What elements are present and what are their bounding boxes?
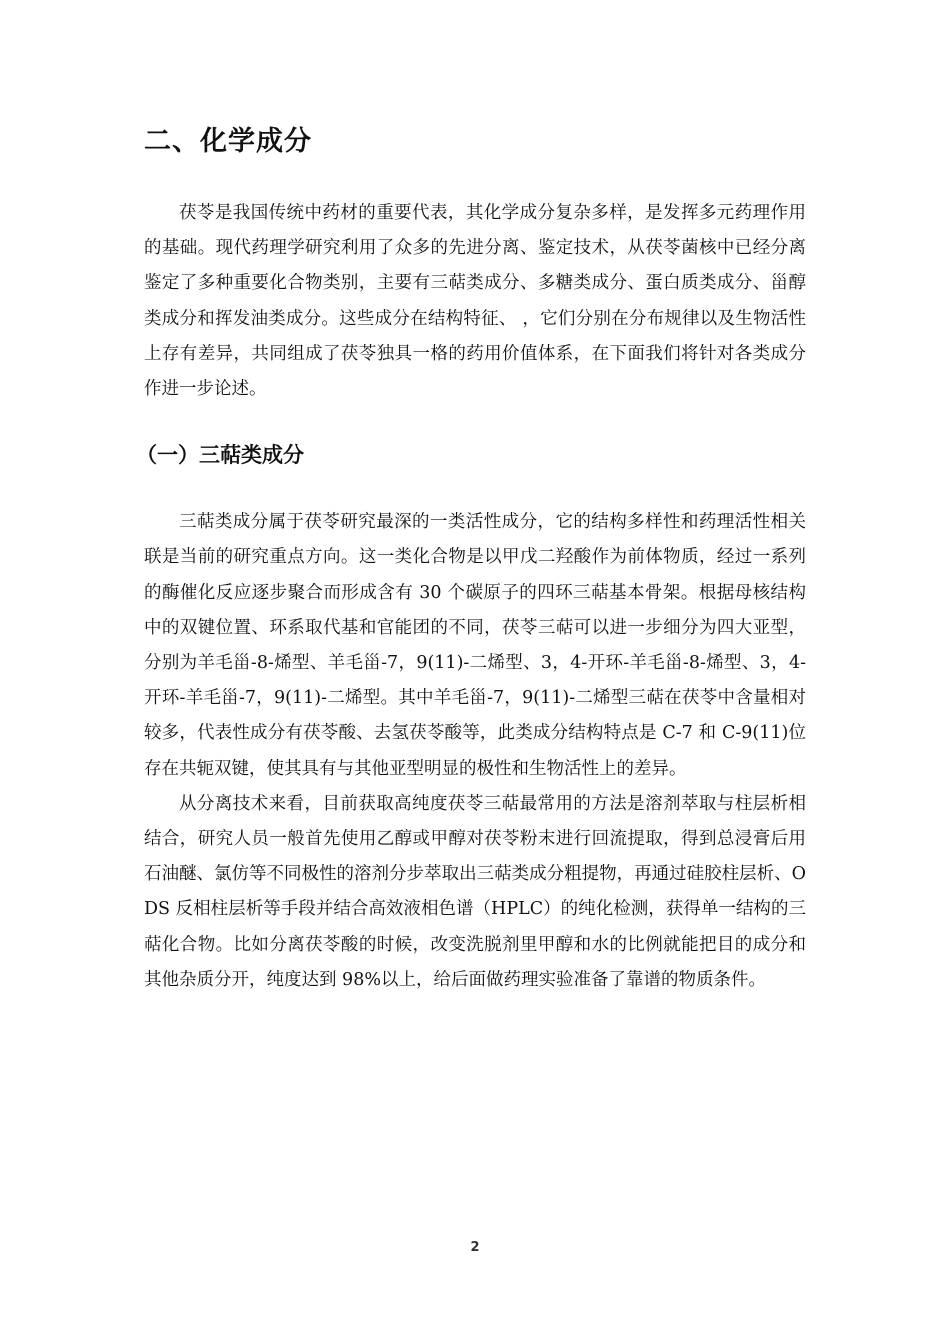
body-paragraph-2: 从分离技术来看，目前获取高纯度茯苓三萜最常用的方法是溶剂萃取与柱层析相结合，研究人员一般首先使用乙醇或甲醇对茯苓粉末进行回流提取，得到总浸膏后用石油醚、氯仿等不同极性的溶剂分步萃取出三萜类成分粗提物，再通过硅胶柱层析、ODS 反相柱层析等手段并结合高效液相色谱（HPLC）的纯化检测，获得单一结构的三萜化合物。比如分离茯苓酸的时候，改变洗脱剂里甲醇和水的比例就能把目的成分和其他杂质分开，纯度达到 98%以上，给后面做药理实验准备了靠谱的物质条件。 (144, 793, 806, 990)
page-content (136, 118, 806, 998)
subsection-title: （一）三萜类成分 (136, 443, 304, 468)
section-title: 二、化学成分 (144, 126, 312, 157)
page-number: 2 (470, 1240, 480, 1255)
intro-paragraph: 茯苓是我国传统中药材的重要代表，其化学成分复杂多样，是发挥多元药理作用的基础。现代药理学研究利用了众多的先进分离、鉴定技术，从茯苓菌核中已经分离鉴定了多种重要化合物类别，主要有三萜类成分、多糖类成分、蛋白质类成分、甾醇类成分和挥发油类成分。这些成分在结构特征、 ，它们分别在分布规律以及生物活性上存有差异，共同组成了茯苓独具一格的药用价值体系，在下面我们将针对各类成分作进一步论述。 (144, 203, 806, 400)
body-paragraph-1: 三萜类成分属于茯苓研究最深的一类活性成分，它的结构多样性和药理活性相关联是当前的研究重点方向。这一类化合物是以甲戊二羟酸作为前体物质，经过一系列的酶催化反应逐步聚合而形成含有 30 个碳原子的四环三萜基本骨架。根据母核结构中的双键位置、环系取代基和官能团的不同，茯苓三萜可以进一步细分为四大亚型，分别为羊毛甾-8-烯型、羊毛甾-7，9(11)-二烯型、3，4-开环-羊毛甾-8-烯型、3，4-开环-羊毛甾-7，9(11)-二烯型。其中羊毛甾-7，9(11)-二烯型三萜在茯苓中含量相对较多，代表性成分有茯苓酸、去氢茯苓酸等，此类成分结构特点是 C-7 和 C-9(11)位存在共轭双键，使其具有与其他亚型明显的极性和生物活性上的差异。 (144, 512, 806, 779)
